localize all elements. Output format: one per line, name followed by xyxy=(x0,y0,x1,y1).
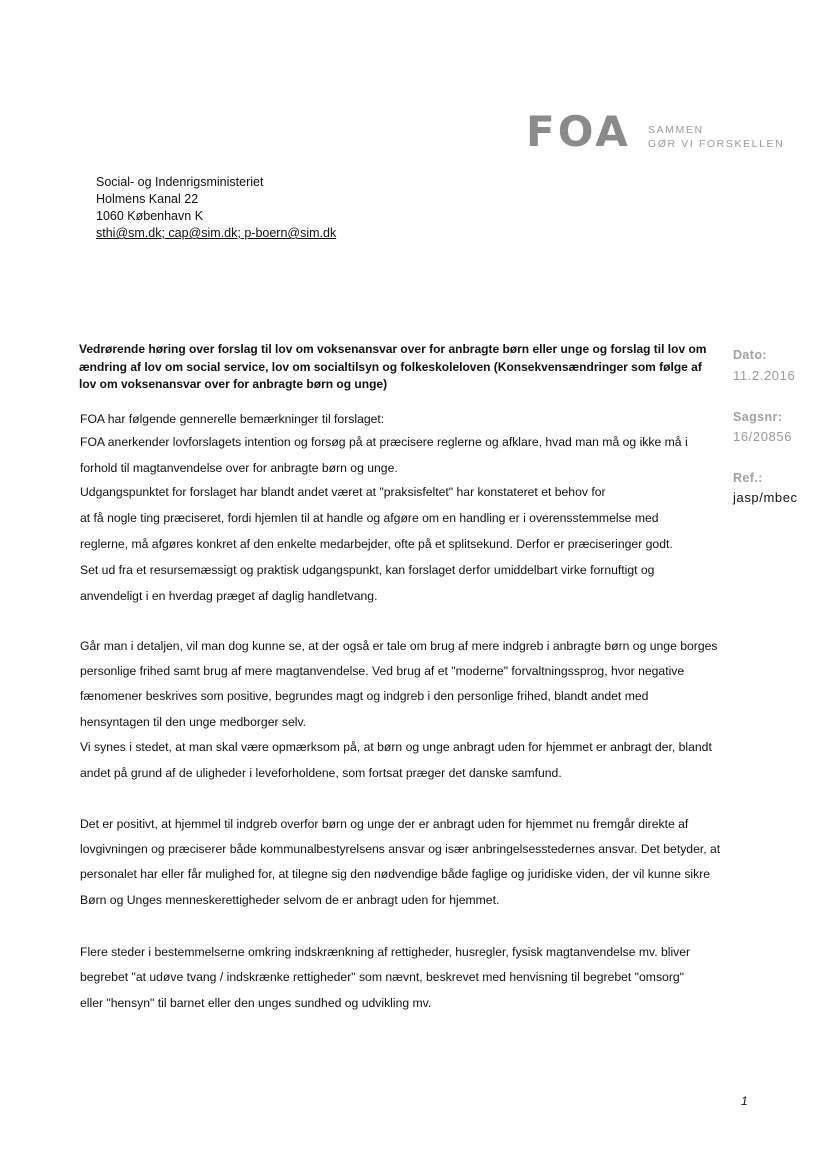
logo-tagline-line2: GØR VI FORSKELLEN xyxy=(648,138,785,150)
body-line: anvendeligt i en hverdag præget af daglig handletvang. xyxy=(80,589,378,603)
body-line: personalet har eller får mulighed for, at tilegne sig den nødvendige både faglige og juridiske viden, der vil kunne sikre xyxy=(80,867,711,881)
body-line: Flere steder i bestemmelserne omkring indskrænkning af rettigheder, husregler, fysisk magtanvendelse mv. bliver xyxy=(80,945,691,959)
recipient-address xyxy=(96,174,336,242)
body-line: Det er positivt, at hjemmel til indgreb overfor børn og unge der er anbragt uden for hjemmet nu fremgår direkte af xyxy=(80,817,689,831)
body-line: at få nogle ting præciseret, fordi hjemlen til at handle og afgøre om en handling er i overensstemmelse med xyxy=(80,511,659,525)
body-line: Børn og Unges menneskerettigheder selvom de er anbragt uden for hjemmet. xyxy=(80,893,500,907)
date-label: Dato: xyxy=(733,348,767,362)
body-line: FOA har følgende gennerelle bemærkninger til forslaget: xyxy=(80,412,385,426)
reference-label: Ref.: xyxy=(733,471,763,485)
case-number-value: 16/20856 xyxy=(733,429,793,444)
body-line: personlige frihed samt brug af mere magtanvendelse. Ved brug af et "moderne" forvaltningssprog, hvor negative xyxy=(80,664,685,678)
page-number: 1 xyxy=(741,1094,748,1108)
recipient-city: 1060 København K xyxy=(96,209,204,223)
body-line: reglerne, må afgøres konkret af den enkelte medarbejder, ofte på et splitsekund. Derfor er præciseringer godt. xyxy=(80,537,673,551)
body-line: andet på grund af de uligheder i leveforholdene, som fortsat præger det danske samfund. xyxy=(80,766,562,780)
logo-tagline-line1: SAMMEN xyxy=(648,124,704,136)
body-line: begrebet "at udøve tvang / indskrænke rettigheder" som nævnt, beskrevet med henvisning til begrebet "omsorg" xyxy=(80,970,684,984)
body-line: hensyntagen til den unge medborger selv. xyxy=(80,715,307,729)
date-value: 11.2.2016 xyxy=(733,368,796,383)
body-line: Går man i detaljen, vil man dog kunne se, at der også er tale om brug af mere indgreb i anbragte børn og unge borges xyxy=(80,639,718,653)
recipient-street: Holmens Kanal 22 xyxy=(96,192,199,206)
body-line: Vi synes i stedet, at man skal være opmærksom på, at børn og unge anbragt uden for hjemmet er anbragt der, blandt xyxy=(80,740,712,754)
recipient-name: Social- og Indenrigsministeriet xyxy=(96,175,264,189)
reference-value: jasp/mbec xyxy=(733,490,798,505)
body-line: eller "hensyn" til barnet eller den unges sundhed og udvikling mv. xyxy=(80,996,432,1010)
foa-logo: FOA xyxy=(526,107,631,156)
body-line: lovgivningen og præciserer både kommunalbestyrelsens ansvar og især anbringelsesstedernes ansvar. Det betyder, at xyxy=(80,842,721,856)
body-line: fænomener beskrives som positive, begrundes magt og indgreb i den personlige frihed, blandt andet med xyxy=(80,689,649,703)
letter-subject: Vedrørende høring over forslag til lov om voksenansvar over for anbragte børn eller unge og forslag til lov om ændring af lov om social service, lov om socialtilsyn og folkeskoleloven (Konsekvensændringer som følge af lov om voksenansvar over for anbragte børn og unge) xyxy=(79,342,707,391)
body-line: FOA anerkender lovforslagets intention og forsøg på at præcisere reglerne og afklare, hvad man må og ikke må i xyxy=(80,435,688,449)
body-line: Set ud fra et resursemæssigt og praktisk udgangspunkt, kan forslaget derfor umiddelbart virke fornuftigt og xyxy=(80,563,655,577)
recipient-emails-link[interactable]: sthi@sm.dk; cap@sim.dk; p-boern@sim.dk xyxy=(96,226,337,240)
body-line: forhold til magtanvendelse over for anbragte børn og unge. xyxy=(80,461,398,475)
body-line: Udgangspunktet for forslaget har blandt andet været at "praksisfeltet" har konstateret et behov for xyxy=(80,485,606,499)
case-number-label: Sagsnr: xyxy=(733,410,783,424)
